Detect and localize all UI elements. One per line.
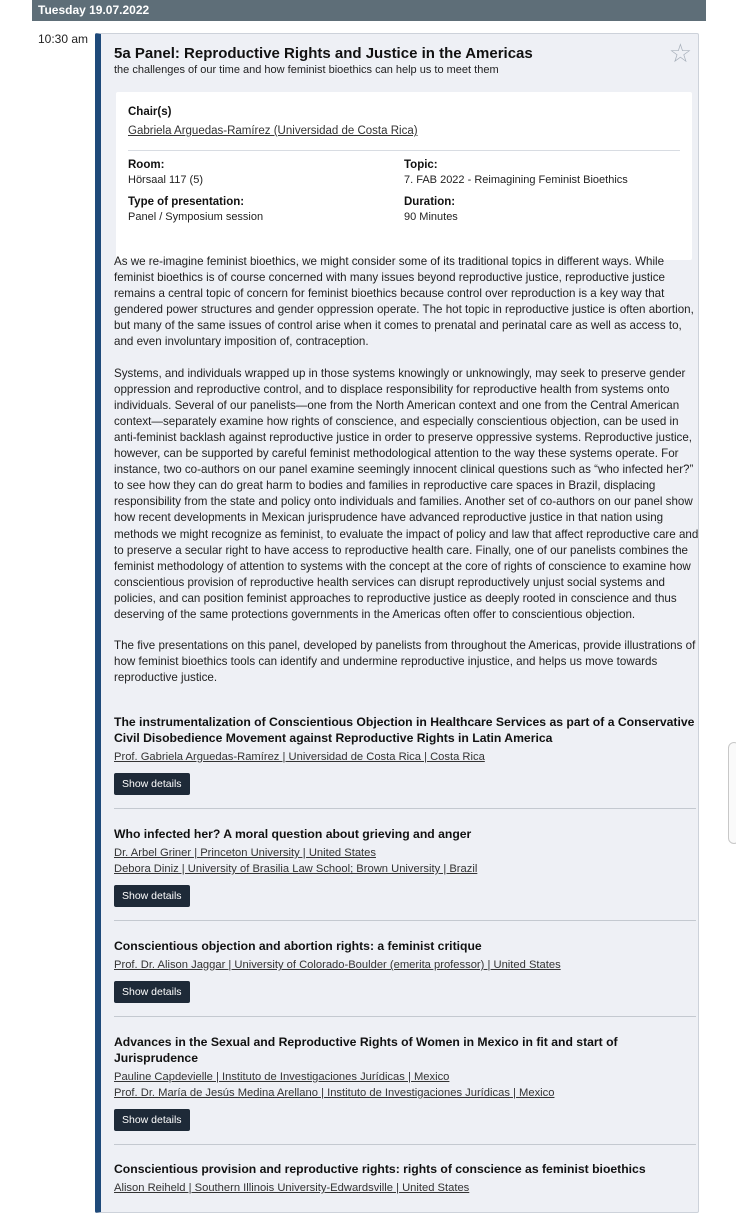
show-details-button[interactable]: Show details: [114, 773, 190, 795]
presentation-title: The instrumentalization of Conscientious Objection in Healthcare Services as part of a Conservative Civil Disobedience Movement against Reproductive Rights in Latin America: [114, 715, 695, 745]
info-divider: [128, 150, 680, 151]
presentation-divider: [114, 920, 696, 921]
presentation-author[interactable]: Prof. Dr. Alison Jaggar | University of Colorado-Boulder (emerita professor) | United States: [114, 959, 561, 971]
day-header: Tuesday 19.07.2022: [32, 0, 706, 21]
presentation-author[interactable]: Prof. Dr. María de Jesús Medina Arellano | Instituto de Investigaciones Jurídicas | Mexico: [114, 1087, 555, 1099]
presentation-author[interactable]: Debora Diniz | University of Brasilia Law School; Brown University | Brazil: [114, 863, 478, 875]
presentation-title: Advances in the Sexual and Reproductive Rights of Women in Mexico in fit and start of Jurisprudence: [114, 1035, 618, 1065]
room-value: Hörsaal 117 (5): [128, 174, 203, 186]
presentation-item: [114, 826, 696, 907]
presentation-divider: [114, 1016, 696, 1017]
presentation-item: [114, 1034, 696, 1131]
show-details-button[interactable]: Show details: [114, 1109, 190, 1131]
room-label: Room:: [128, 159, 165, 171]
duration-value: 90 Minutes: [404, 211, 458, 223]
presentation-author[interactable]: Dr. Arbel Griner | Princeton University | United States: [114, 847, 376, 859]
abstract-paragraph: The five presentations on this panel, developed by panelists from throughout the Americas, provide illustrations of how feminist bioethics tools can identify and undermine reproductive injustice, and helps us move towards reproductive justice.: [114, 639, 696, 685]
show-details-button[interactable]: Show details: [114, 885, 190, 907]
session-info-box: [116, 92, 692, 260]
presentation-item: [114, 938, 696, 1003]
presentation-divider: [114, 808, 696, 809]
session-subtitle: the challenges of our time and how feminist bioethics can help us to meet them: [114, 64, 499, 76]
presentation-item: [114, 1161, 696, 1196]
type-label: Type of presentation:: [128, 196, 245, 208]
topic-label: Topic:: [404, 159, 438, 171]
presentation-item: [114, 714, 696, 795]
abstract-paragraph: Systems, and individuals wrapped up in those systems knowingly or unknowingly, may seek to preserve gender oppression and reproductive control, and to displace responsibility for reproductive health from systems onto individuals. Several of our panelists—one from the North American context and one from the Central American context—separately examine how rights of conscience, and especially conscientious objection, can be used in anti-feminist backlash against reproductive justice in order to preserve oppressive systems. Reproductive justice, however, can be supported by careful feminist methodological attention to the way these systems operate. For instance, two co-authors on our panel examine seemingly innocent clinical questions such as “who infected her?” to see how they can do great harm to bodies and families in reproductive care spaces in Brazil, displacing responsibility from the state and policy onto individuals and families. Another set of co-authors on our panel show how recent developments in Mexican jurisprudence have advanced reproductive justice in that nation using methods we might recognize as feminist, to evaluate the impact of policy and law that affect reproductive care and to preserve a secular right to have access to reproductive health care. Finally, one of our panelists combines the feminist methodology of attention to systems with the concept at the core of rights of conscience to examine how conscientious provision of reproductive health services can disrupt reproductively unjust social systems and policies, and can position feminist approaches to reproductive justice as deeply rooted in conscience and thus deserving of the same protections governments in the Americas often offer to conscientious objection.: [114, 366, 699, 621]
presentation-title: Conscientious provision and reproductive rights: rights of conscience as feminist bioethics: [114, 1162, 646, 1176]
session-title[interactable]: 5a Panel: Reproductive Rights and Justice in the Americas: [114, 45, 533, 62]
star-outline-icon[interactable]: ☆: [668, 38, 692, 68]
scrollbar-thumb[interactable]: [728, 742, 736, 844]
type-value: Panel / Symposium session: [128, 211, 264, 223]
session-abstract: [114, 254, 700, 701]
presentation-author[interactable]: Alison Reiheld | Southern Illinois University-Edwardsville | United States: [114, 1182, 470, 1194]
session-time: 10:30 am: [38, 32, 89, 46]
presentation-divider: [114, 1144, 696, 1145]
duration-label: Duration:: [404, 196, 456, 208]
presentation-author[interactable]: Pauline Capdevielle | Instituto de Investigaciones Jurídicas | Mexico: [114, 1071, 450, 1083]
presentation-author[interactable]: Prof. Gabriela Arguedas-Ramírez | Universidad de Costa Rica | Costa Rica: [114, 751, 485, 763]
abstract-paragraph: As we re-imagine feminist bioethics, we might consider some of its traditional topics in different ways. While feminist bioethics is of course concerned with many issues beyond reproductive justice, reproductive justice remains a central topic of concern for feminist bioethics because control over reproduction is a key way that gendered power structures and gender oppression operate. The hot topic in reproductive justice is often abortion, but many of the same issues of control arise when it comes to prenatal and perinatal care as well as access to, and even involuntary imposition of, contraception.: [114, 255, 694, 349]
chair-label: Chair(s): [128, 106, 172, 118]
presentation-title: Who infected her? A moral question about grieving and anger: [114, 827, 472, 841]
chair-link[interactable]: Gabriela Arguedas-Ramírez (Universidad de Costa Rica): [128, 125, 418, 137]
session-card: [95, 33, 699, 1213]
topic-value: 7. FAB 2022 - Reimagining Feminist Bioethics: [404, 174, 628, 186]
presentation-title: Conscientious objection and abortion rights: a feminist critique: [114, 939, 482, 953]
show-details-button[interactable]: Show details: [114, 981, 190, 1003]
